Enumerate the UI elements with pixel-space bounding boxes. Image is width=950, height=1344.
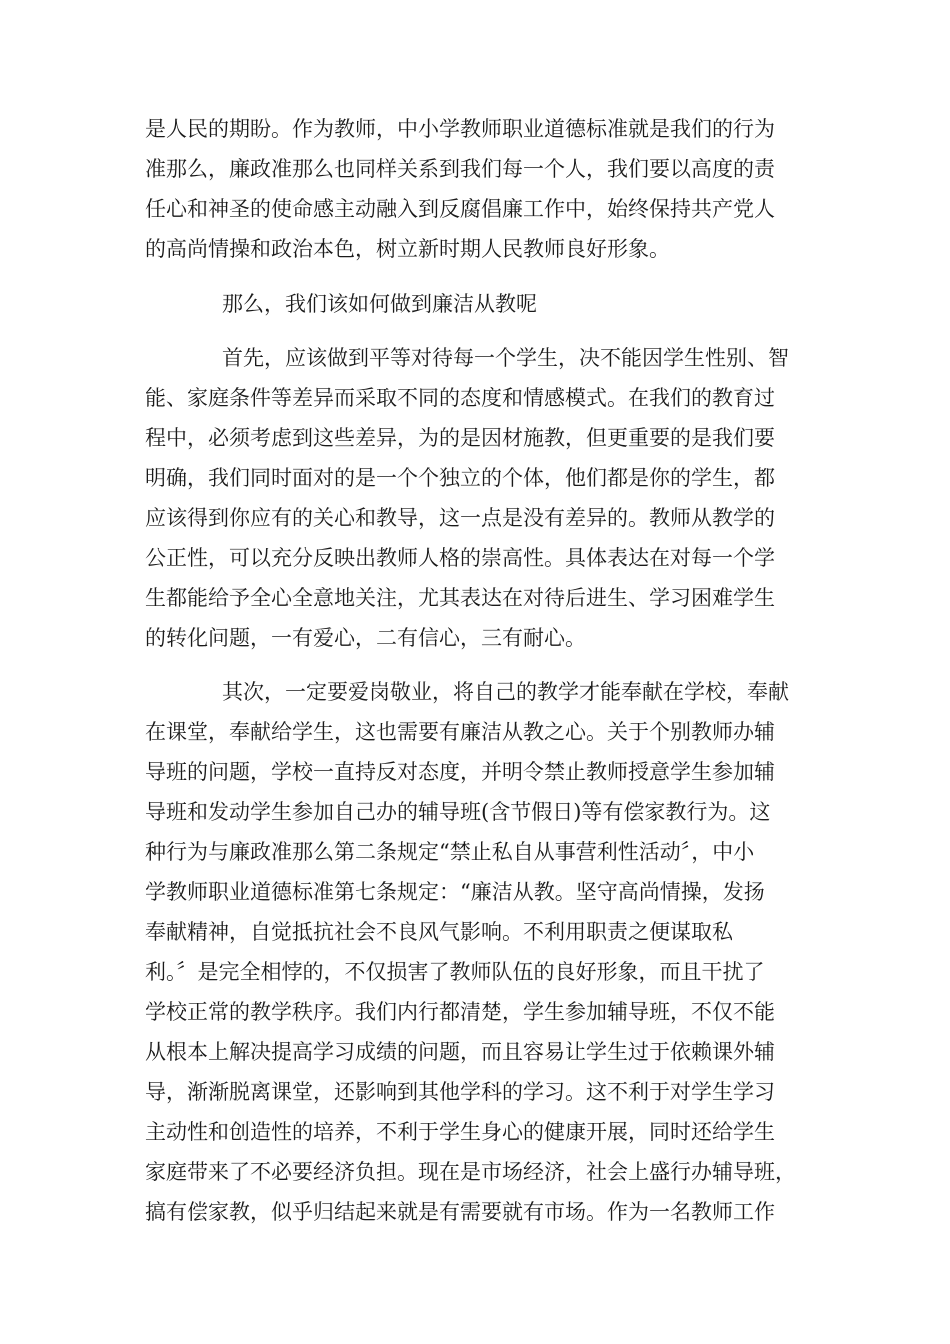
text-line: 是人民的期盼。作为教师，中小学教师职业道德标准就是我们的行为: [145, 117, 775, 141]
text-line: 公正性，可以充分反映出教师人格的崇高性。具体表达在对每一个学: [145, 546, 775, 570]
text-line: 导班的问题，学校一直持反对态度，并明令禁止教师授意学生参加辅: [145, 760, 775, 784]
text-line: 从根本上解决提高学习成绩的问题，而且容易让学生过于依赖课外辅: [145, 1040, 775, 1064]
text-line: 导，渐渐脱离课堂，还影响到其他学科的学习。这不利于对学生学习: [145, 1080, 775, 1104]
text-line: 生都能给予全心全意地关注，尤其表达在对待后进生、学习困难学生: [145, 586, 775, 610]
paragraph-first-line: 首先，应该做到平等对待每一个学生，决不能因学生性别、智: [222, 346, 789, 370]
text-line: 应该得到你应有的关心和教导，这一点是没有差异的。教师从教学的: [145, 506, 775, 530]
text-line: 利。〞是完全相悖的，不仅损害了教师队伍的良好形象，而且干扰了: [145, 960, 765, 984]
text-line: 主动性和创造性的培养，不利于学生身心的健康开展，同时还给学生: [145, 1120, 775, 1144]
text-line: 的高尚情操和政治本色，树立新时期人民教师良好形象。: [145, 237, 670, 261]
text-line: 导班和发动学生参加自己办的辅导班(含节假日)等有偿家教行为。这: [145, 800, 771, 824]
text-line: 家庭带来了不必要经济负担。现在是市场经济，社会上盛行办辅导班，: [145, 1160, 796, 1184]
text-line: 的转化问题，一有爱心，二有信心，三有耐心。: [145, 626, 586, 650]
text-line: 程中，必须考虑到这些差异，为的是因材施教，但更重要的是我们要: [145, 426, 775, 450]
text-line: 明确，我们同时面对的是一个个独立的个体，他们都是你的学生，都: [145, 466, 775, 490]
text-line: 准那么，廉政准那么也同样关系到我们每一个人，我们要以高度的责: [145, 157, 775, 181]
text-line: 任心和神圣的使命感主动融入到反腐倡廉工作中，始终保持共产党人: [145, 197, 775, 221]
text-line: 学校正常的教学秩序。我们内行都清楚，学生参加辅导班，不仅不能: [145, 1000, 775, 1024]
text-line: 搞有偿家教，似乎归结起来就是有需要就有市场。作为一名教师工作: [145, 1200, 775, 1224]
text-line: 奉献精神，自觉抵抗社会不良风气影响。不利用职责之便谋取私: [145, 920, 733, 944]
text-line: 学教师职业道德标准第七条规定：“廉洁从教。坚守高尚情操，发扬: [145, 880, 765, 904]
paragraph-first-line: 其次，一定要爱岗敬业，将自己的教学才能奉献在学校，奉献: [222, 680, 789, 704]
text-line: 能、家庭条件等差异而采取不同的态度和情感模式。在我们的教育过: [145, 386, 775, 410]
text-line: 种行为与廉政准那么第二条规定“禁止私自从事营利性活动〞，中小: [145, 840, 755, 864]
section-question: 那么，我们该如何做到廉洁从教呢: [222, 292, 537, 316]
text-line: 在课堂，奉献给学生，这也需要有廉洁从教之心。关于个别教师办辅: [145, 720, 775, 744]
